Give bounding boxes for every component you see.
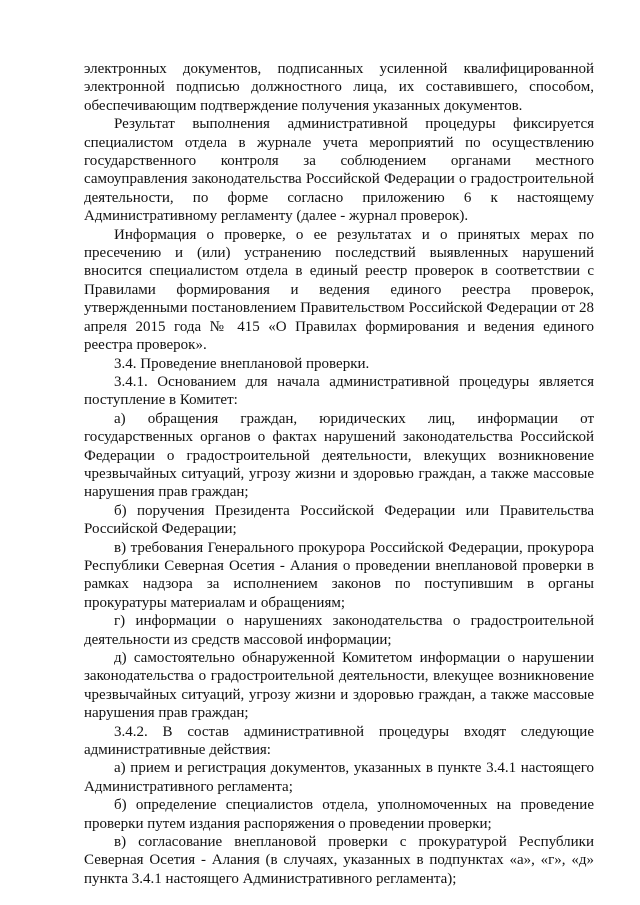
list-item-g: г) информации о нарушениях законодательства о градостроительной деятельности из средств массовой информации; — [84, 613, 594, 648]
document-body — [84, 60, 594, 888]
list-item-a: а) обращения граждан, юридических лиц, информации от государственных органов о фактах нарушений законодательства Российской Федерации о градостроительной деятельности, влекущих возникновение чрезвычайных ситуаций, угрозу жизни и здоровью граждан, а также массовые нарушения прав граждан; — [84, 410, 594, 501]
paragraph-result: Результат выполнения административной процедуры фиксируется специалистом отдела в журнале учета мероприятий по осуществлению государственного контроля за соблюдением органами местного самоуправления законодательства Российской Федерации о градостроительной деятельности, по форме согласно приложению 6 к настоящему Административному регламенту (далее - журнал проверок). — [84, 116, 594, 225]
list-item-d: д) самостоятельно обнаруженной Комитетом информации о нарушении законодательства о градостроительной деятельности, влекущее возникновение чрезвычайных ситуаций, угрозу жизни и здоровью граждан, а также массовые нарушения прав граждан; — [84, 650, 594, 722]
action-item-b: б) определение специалистов отдела, уполномоченных на проведение проверки путем издания распоряжения о проведении проверки; — [84, 797, 594, 832]
list-item-b: б) поручения Президента Российской Федерации или Правительства Российской Федерации; — [84, 502, 594, 538]
paragraph-3-4-2: 3.4.2. В состав административной процедуры входят следующие административные действия: — [84, 723, 594, 759]
paragraph-registry-info: Информация о проверке, о ее результатах и о принятых мерах по пресечению и (или) устранению последствий выявленных нарушений вносится специалистом отдела в единый реестр проверок в соответствии с Правилами формирования и ведения единого реестра проверок, утвержденными постановлением Правительством Российской Федерации от 28 апреля 2015 года № 415 «О Правилах формирования и ведения единого реестра проверок». — [84, 226, 594, 354]
paragraph-continuation: электронных документов, подписанных усиленной квалифицированной электронной подписью должностного лица, их составившего, способом, обеспечивающим подтверждение получения указанных документов. — [84, 61, 594, 114]
action-item-v: в) согласование внеплановой проверки с прокуратурой Республики Северная Осетия - Алания (в случаях, указанных в подпунктах «а», «г», «д» пункта 3.4.1 настоящего Административного регламента); — [84, 834, 594, 887]
action-item-a: а) прием и регистрация документов, указанных в пункте 3.4.1 настоящего Административного регламента; — [84, 760, 594, 795]
paragraph-3-4-1: 3.4.1. Основанием для начала административной процедуры является поступление в Комитет: — [84, 373, 594, 409]
section-heading-3-4: 3.4. Проведение внеплановой проверки. — [114, 355, 370, 372]
list-item-v: в) требования Генерального прокурора Российской Федерации, прокурора Республики Северная Осетия - Алания о проведении внеплановой проверки в рамках надзора за исполнением законов по поступившим в органы прокуратуры материалам и обращениям; — [84, 539, 594, 611]
